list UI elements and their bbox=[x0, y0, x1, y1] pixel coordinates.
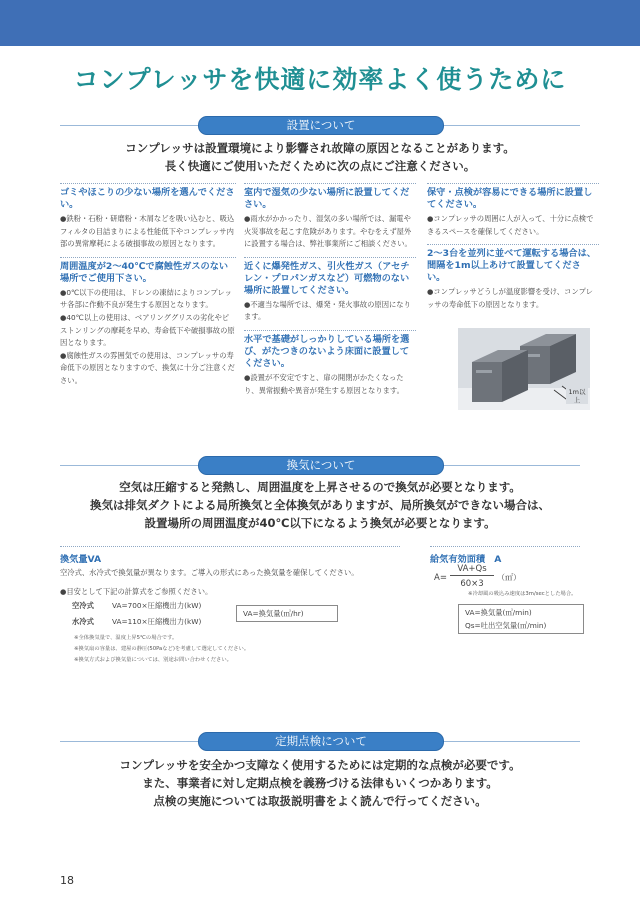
air-cooled-formula: VA=700×圧縮機出力(kW) bbox=[112, 601, 202, 610]
volume-note: ※換気方式および換気量については、別途お問い合わせください。 bbox=[74, 657, 232, 663]
intro-line: 設置場所の周囲温度が40℃以下になるよう換気が必要となります。 bbox=[144, 516, 496, 530]
tip-text: ●0℃以下の使用は、ドレンの凍結によりコンプレッサ各部に作動不良が発生する原因となります。 bbox=[60, 287, 232, 310]
volume-unit-box: VA=換気量(㎥/hr) bbox=[236, 605, 338, 622]
compressor-spacing-illustration bbox=[458, 328, 590, 410]
tip-text: ●雨水がかかったり、湿気の多い場所では、漏電や火災事故を起こす危険があります。やむをえず屋外に設置する場合は、弊社事業所にご相談ください。 bbox=[244, 214, 412, 249]
tip-spacing bbox=[427, 244, 599, 311]
water-cooled-formula: VA=110×圧縮機出力(kW) bbox=[112, 617, 202, 626]
intro-line: 空気は圧縮すると発熱し、周囲温度を上昇させるので換気が必要となります。 bbox=[119, 480, 521, 494]
tip-text: ●鉄粉・石粉・研磨粉・木屑などを吸い込むと、吸込フィルタの目詰まりによる性能低下やコンプレッサ内部の異常摩耗による破損事故の原因となります。 bbox=[60, 214, 235, 249]
ventilation-volume-heading: 換気量VA bbox=[60, 554, 102, 565]
intro-line: コンプレッサは設置環境により影響され故障の原因となることがあります。 bbox=[125, 141, 515, 155]
volume-note: ※全体換気量で、温度上昇5℃の場合です。 bbox=[74, 635, 178, 641]
tip-text: ●不適当な場所では、爆発・発火事故の原因になります。 bbox=[244, 299, 411, 322]
inspection-intro bbox=[0, 756, 640, 810]
ventilation-intro bbox=[0, 478, 640, 532]
formula-denominator: 60×3 bbox=[460, 579, 484, 589]
tip-text: ●設置が不安定ですと、扉の開閉がかたくなったり、異常振動や異音が発生する原因となります。 bbox=[244, 372, 404, 395]
divider bbox=[430, 546, 580, 547]
intro-line: 点検の実施については取扱説明書をよく読んで行ってください。 bbox=[153, 794, 487, 808]
calculation-guide: ●目安として下記の計算式をご参照ください。 bbox=[60, 587, 213, 596]
intro-line: 換気は排気ダクトによる局所換気と全体換気がありますが、局所換気ができない場合は、 bbox=[90, 498, 550, 512]
tip-temperature bbox=[60, 257, 236, 388]
area-note: ※冷却風の吸込み速度は3m/secとした場合。 bbox=[468, 591, 577, 597]
section-label-ventilation: 換気について bbox=[198, 456, 444, 475]
tip-heading: 2〜3台を並列に並べて運転する場合は、間隔を1m以上あけて設置してください。 bbox=[427, 248, 596, 284]
tip-maintenance bbox=[427, 183, 599, 238]
spacing-label: 1m以上 bbox=[566, 388, 588, 404]
tip-level-floor bbox=[244, 330, 416, 397]
formula-numerator: VA+Qs bbox=[450, 563, 494, 576]
intro-line: また、事業者に対し定期点検を義務づける法律もいくつかあります。 bbox=[142, 776, 498, 790]
intro-line: 長く快適にご使用いただくために次の点にご注意ください。 bbox=[164, 159, 476, 173]
ventilation-volume-desc: 空冷式、水冷式で換気量が異なります。ご導入の形式にあった換気量を確保してください。 bbox=[60, 568, 359, 577]
intro-line: コンプレッサを安全かつ支障なく使用するためには定期的な点検が必要です。 bbox=[119, 758, 521, 772]
tip-dust bbox=[60, 183, 236, 251]
divider bbox=[60, 546, 400, 547]
tip-text: ●40℃以上の使用は、ベアリンググリスの劣化やピストンリングの摩耗を早め、寿命低下や破損事故の原因となります。 bbox=[60, 312, 235, 348]
install-column-1 bbox=[60, 183, 236, 394]
tip-heading: ゴミやほこりの少ない場所を選んでください。 bbox=[60, 187, 235, 210]
tip-heading: 室内で湿気の少ない場所に設置してください。 bbox=[244, 187, 410, 210]
tip-text: ●腐蝕性ガスの雰囲気での使用は、コンプレッサの寿命低下の原因となりますので、換気に十分ご注意ください。 bbox=[60, 350, 235, 385]
tip-humidity bbox=[244, 183, 416, 251]
intake-area-heading: 給気有効面積 A bbox=[430, 554, 502, 565]
area-legend-box bbox=[458, 604, 584, 634]
install-column-2 bbox=[244, 183, 416, 403]
install-column-3 bbox=[427, 183, 599, 317]
legend-line: VA=換気量(㎥/min) bbox=[465, 608, 532, 617]
top-banner bbox=[0, 0, 640, 46]
volume-note: ※換気扇の容量は、建屋の静圧(50Paなど)を考慮して選定してください。 bbox=[74, 646, 250, 652]
section-label-inspection: 定期点検について bbox=[198, 732, 444, 751]
tip-heading: 水平で基礎がしっかりしている場所を選び、がたつきのないよう床面に設置してください。 bbox=[244, 333, 410, 369]
tip-text: ●コンプレッサどうしが温度影響を受け、コンプレッサの寿命低下の原因となります。 bbox=[427, 287, 593, 309]
legend-line: Qs=吐出空気量(㎥/min) bbox=[465, 621, 547, 630]
section-label-installation: 設置について bbox=[198, 116, 444, 135]
installation-intro bbox=[0, 139, 640, 175]
page-title: コンプレッサを快適に効率よく使うために bbox=[73, 65, 567, 94]
air-cooled-label: 空冷式 bbox=[72, 601, 94, 610]
formula-unit: （㎡） bbox=[497, 573, 521, 582]
page-number: 18 bbox=[60, 874, 74, 887]
tip-text: ●コンプレッサの周囲に人が入って、十分に点検できるスペースを確保してください。 bbox=[427, 214, 594, 236]
tip-explosive-gas bbox=[244, 257, 416, 324]
tip-heading: 近くに爆発性ガス、引火性ガス（アセチレン・プロパンガスなど）可燃物のない場所に設置してください。 bbox=[244, 260, 410, 296]
tip-heading: 周囲温度が2〜40℃で腐蝕性ガスのない場所でご使用下さい。 bbox=[60, 260, 229, 284]
tip-heading: 保守・点検が容易にできる場所に設置してください。 bbox=[427, 187, 593, 210]
water-cooled-label: 水冷式 bbox=[72, 617, 94, 626]
formula-prefix: A= bbox=[434, 573, 447, 583]
